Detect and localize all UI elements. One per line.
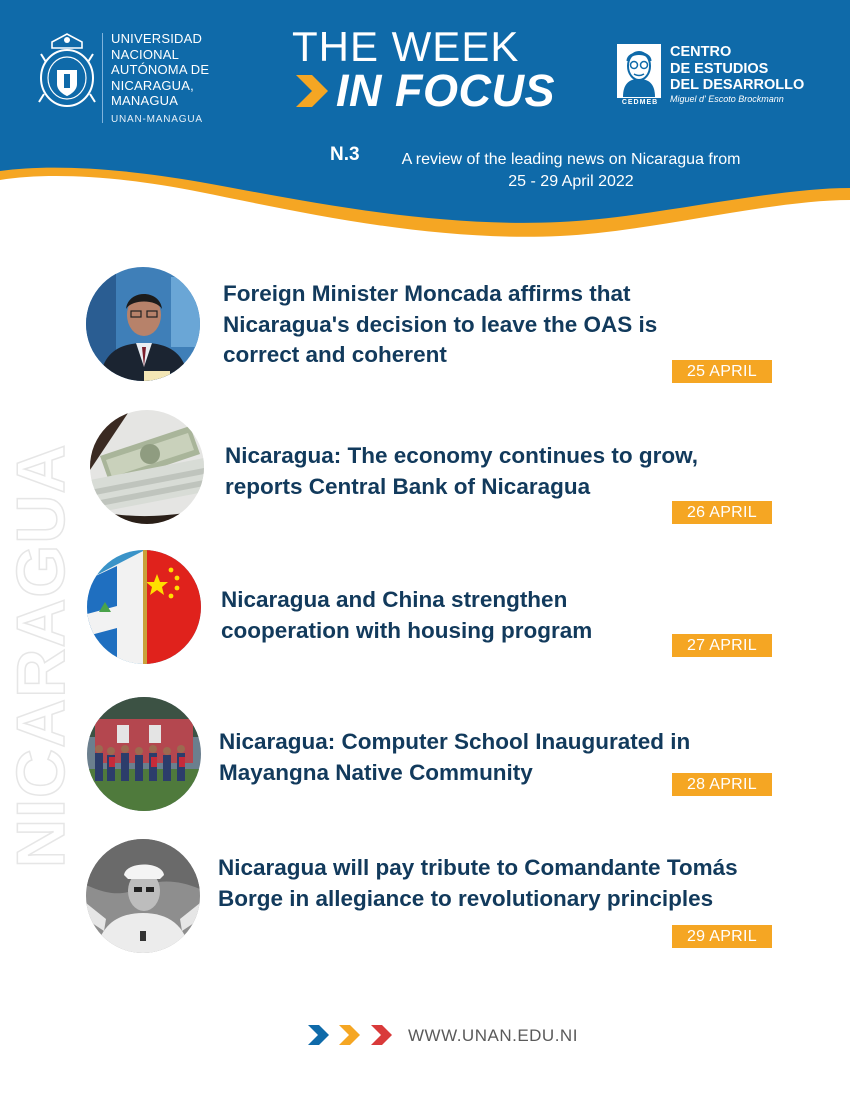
chevron-blue-icon: [308, 1025, 329, 1045]
news-date-badge-4: 28 APRIL: [672, 773, 772, 796]
title-line-1: THE WEEK: [292, 23, 520, 70]
minister-portrait-photo-icon: [86, 267, 200, 381]
dollar-bills-photo-icon: [90, 410, 204, 524]
news-headline-2[interactable]: Nicaragua: The economy continues to grow, reports Central Bank of Nicaragua: [225, 443, 698, 499]
news-thumbnail-community: [87, 697, 201, 811]
header-subtitle: A review of the leading news on Nicaragua from 25 - 29 April 2022: [401, 151, 741, 190]
news-headline-4[interactable]: Nicaragua: Computer School Inaugurated in Mayangna Native Community: [219, 729, 691, 785]
university-name-line: AUTÓNOMA DE: [111, 62, 210, 78]
centro-subtitle: Miguel d' Escoto Brockmann: [670, 93, 784, 104]
header-divider: [102, 33, 103, 123]
centro-name: [670, 44, 804, 105]
chevron-orange-icon: [294, 72, 330, 110]
news-thumbnail-minister: [86, 267, 200, 381]
news-headline-3[interactable]: Nicaragua and China strengthen cooperation with housing program: [221, 587, 593, 643]
news-date-badge-2: 26 APRIL: [672, 501, 772, 524]
title-line-2-row: [294, 66, 555, 116]
bw-portrait-photo-icon: [86, 839, 200, 953]
university-name-line: NICARAGUA,: [111, 77, 194, 93]
cedmeb-portrait-logo-icon: [616, 43, 662, 99]
title-line-2: IN FOCUS: [336, 65, 556, 116]
centro-name-line: DEL DESARROLLO: [670, 77, 805, 93]
university-name-line: UNIVERSIDAD: [111, 31, 203, 46]
news-thumbnail-money: [90, 410, 204, 524]
news-thumbnail-flags: [87, 550, 201, 664]
footer-url-link[interactable]: WWW.UNAN.EDU.NI: [408, 1026, 578, 1045]
chevron-red-icon: [371, 1025, 392, 1045]
news-date-badge-3: 27 APRIL: [672, 634, 772, 657]
university-short-name: UNAN-MANAGUA: [111, 113, 203, 125]
cedmeb-logo-label: CEDMEB: [621, 99, 659, 106]
university-name-line: MANAGUA: [111, 93, 179, 109]
news-headline-1[interactable]: Foreign Minister Moncada affirms that Nicaragua's decision to leave the OAS is correct and coherent: [223, 281, 658, 367]
university-name: [111, 31, 209, 128]
news-headline-5[interactable]: Nicaragua will pay tribute to Comandante Tomás Borge in allegiance to revolutionary principles: [218, 855, 738, 911]
centro-name-line: DE ESTUDIOS: [670, 60, 769, 77]
news-date-badge-5: 29 APRIL: [672, 925, 772, 948]
university-name-line: NACIONAL: [111, 46, 180, 62]
university-seal-icon: [38, 32, 96, 110]
vertical-watermark: NICARAGUA: [3, 443, 79, 868]
news-date-badge-1: 25 APRIL: [672, 360, 772, 383]
news-thumbnail-portrait: [86, 839, 200, 953]
chevron-orange-icon: [339, 1025, 360, 1045]
footer-arrows: [307, 1024, 395, 1046]
community-group-photo-icon: [87, 697, 201, 811]
centro-name-line: CENTRO: [670, 44, 732, 60]
issue-number: N.3: [330, 144, 360, 165]
flags-photo-icon: [87, 550, 201, 664]
